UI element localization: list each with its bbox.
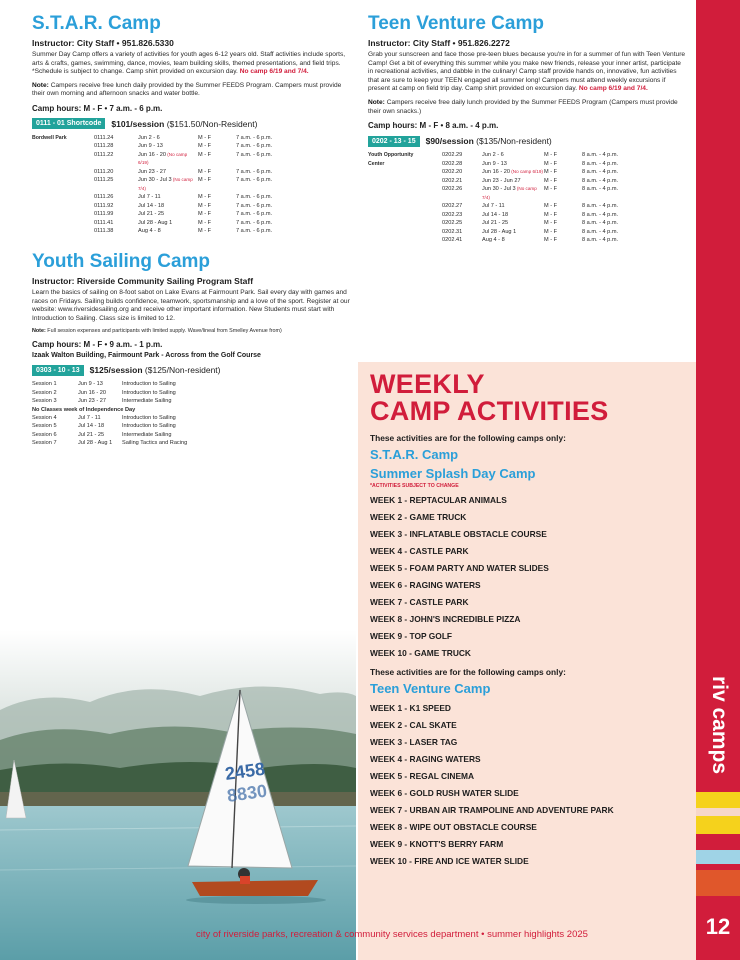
schedule-code: 0111.28 <box>94 143 114 150</box>
sail-session: Session 4 <box>32 414 57 421</box>
schedule-days: M - F <box>544 152 558 159</box>
schedule-location <box>32 176 94 193</box>
schedule-tag: (No camp 7/4) <box>138 177 193 191</box>
schedule-days: M - F <box>198 151 212 158</box>
schedule-code: 0202.28 <box>442 160 463 167</box>
sail-dates: Jun 9 - 13 <box>78 381 103 388</box>
schedule-location: Bordwell Park <box>32 134 67 141</box>
schedule-days: M - F <box>198 143 212 150</box>
schedule-days: M - F <box>544 203 558 210</box>
week-item: WEEK 5 - FOAM PARTY AND WATER SLIDES <box>370 563 549 573</box>
week-item: WEEK 8 - JOHN'S INCREDIBLE PIZZA <box>370 614 521 624</box>
available-note-2: These activities are for the following camps only: <box>370 667 566 677</box>
schedule-days: M - F <box>544 220 558 227</box>
schedule-time: 8 a.m. - 4 p.m. <box>582 228 619 235</box>
schedule-time: 7 a.m. - 6 p.m. <box>236 202 273 209</box>
schedule-time: 7 a.m. - 6 p.m. <box>236 194 273 201</box>
schedule-days: M - F <box>544 237 558 244</box>
sail-course: Introduction to Sailing <box>122 389 176 396</box>
week-item: WEEK 9 - TOP GOLF <box>370 631 453 641</box>
star-camp-section <box>32 12 350 236</box>
sail-dates: Jul 14 - 18 <box>78 423 105 430</box>
stripe-blue <box>696 850 740 864</box>
schedule-code: 0202.27 <box>442 203 463 210</box>
sail-course: Introduction to Sailing <box>122 381 176 388</box>
sail-course: Intermediate Sailing <box>122 431 172 438</box>
schedule-days: M - F <box>198 202 212 209</box>
schedule-time: 7 a.m. - 6 p.m. <box>236 228 273 235</box>
schedule-days: M - F <box>544 169 558 176</box>
footer-text: city of riverside parks, recreation & community services department • summer highlights 2025 <box>196 929 588 940</box>
schedule-location <box>368 202 442 211</box>
star-camp-note: Note: Campers receive free lunch daily provided by the Summer FEEDS Program. Campers must provide their own morning and afternoon snacks and water bottle. <box>32 81 342 98</box>
schedule-code: 0111.26 <box>94 194 114 201</box>
teen-camp-section <box>368 12 686 245</box>
schedule-tag: (No camp 7/4) <box>482 186 537 200</box>
sail-no-class: No Classes week of Independence Day <box>32 406 136 413</box>
star-camp-description: Summer Day Camp offers a variety of activities for youth ages 6-12 years old. Staff activities include sports, arts & crafts, games, swimming, dance, movies, team building skills, themed presentations, and field trips. *Schedule is subject to change. Camp shirt provided on excursion day. No camp 6/19 and 7/4. <box>32 51 346 76</box>
page-number: 12 <box>705 914 731 939</box>
week-item: WEEK 1 - REPTACULAR ANIMALS <box>370 495 507 505</box>
subject-to-change: *ACTIVITIES SUBJECT TO CHANGE <box>370 483 459 489</box>
sail-session: Session 5 <box>32 423 57 430</box>
schedule-dates: Jul 28 - Aug 1 <box>482 228 517 235</box>
teen-camp-note: Note: Campers receive free daily lunch provided by the Summer FEEDS Program (Campers must provide their own snacks.) <box>368 98 678 115</box>
week-item: WEEK 8 - WIPE OUT OBSTACLE COURSE <box>370 822 537 832</box>
schedule-location <box>32 193 94 202</box>
sail-number-2: 8830 <box>225 780 269 806</box>
schedule-dates: Jul 28 - Aug 1 <box>138 219 173 226</box>
stripe-yellow-2 <box>696 816 740 834</box>
schedule-time: 8 a.m. - 4 p.m. <box>582 152 619 159</box>
schedule-dates: Jul 7 - 11 <box>482 203 505 210</box>
schedule-location: Youth Opportunity <box>368 152 414 159</box>
schedule-location <box>368 228 442 237</box>
schedule-location <box>368 219 442 228</box>
sail-course: Introduction to Sailing <box>122 423 176 430</box>
schedule-dates: Jun 9 - 13 <box>482 160 507 167</box>
teen-camp-title: Teen Venture Camp <box>368 13 544 34</box>
sail-session: Session 2 <box>32 389 57 396</box>
schedule-days: M - F <box>198 134 212 141</box>
week-item: WEEK 4 - CASTLE PARK <box>370 546 469 556</box>
schedule-location <box>32 142 94 151</box>
week-item: WEEK 3 - LASER TAG <box>370 737 458 747</box>
week-item: WEEK 4 - RAGING WATERS <box>370 754 481 764</box>
schedule-time: 7 a.m. - 6 p.m. <box>236 134 273 141</box>
schedule-code: 0111.22 <box>94 151 114 158</box>
schedule-dates: Aug 4 - 8 <box>138 228 161 235</box>
week-item: WEEK 5 - REGAL CINEMA <box>370 771 475 781</box>
week-item: WEEK 6 - GOLD RUSH WATER SLIDE <box>370 788 519 798</box>
schedule-code: 0202.25 <box>442 220 463 227</box>
star-camp-title: S.T.A.R. Camp <box>32 13 161 34</box>
weekly-camp-teen: Teen Venture Camp <box>370 681 491 696</box>
schedule-location <box>368 211 442 220</box>
schedule-location <box>32 202 94 211</box>
schedule-dates: Jul 21 - 25 <box>138 211 165 218</box>
week-item: WEEK 10 - GAME TRUCK <box>370 648 471 658</box>
schedule-time: 7 a.m. - 6 p.m. <box>236 177 273 184</box>
schedule-location <box>368 168 442 177</box>
schedule-dates: Jun 16 - 20 (No camp 6/19) <box>482 169 543 176</box>
schedule-time: 8 a.m. - 4 p.m. <box>582 220 619 227</box>
stripe-peach <box>696 808 740 816</box>
schedule-time: 7 a.m. - 6 p.m. <box>236 219 273 226</box>
sailing-location: Izaak Walton Building, Fairmount Park - Across from the Golf Course <box>32 352 261 360</box>
teen-camp-description: Grab your sunscreen and face those pre-teen blues because you're in for a summer of fun with Teen Venture Camp! Get a bit of everything this summer while you make new friends, release your inner artist, participate in recreational activities, and dabble in the culinary! Camp staff provide hands on, innovative, fun activities that are sure to keep your TEEN engaged all summer long! Campers must attend weekly excursions if present at camp on field trip day. Camp shirt provided on excursion day. No camp 6/19 and 7/4. <box>368 51 686 93</box>
weekly-camp-splash: Summer Splash Day Camp <box>370 466 536 481</box>
week-item: WEEK 2 - CAL SKATE <box>370 720 457 730</box>
star-camp-hours: Camp hours: M - F • 7 a.m. - 6 p.m. <box>32 103 163 113</box>
available-note-1: These activities are for the following camps only: <box>370 433 566 443</box>
schedule-tag: (No camp 6/19) <box>138 151 188 166</box>
schedule-code: 0111.99 <box>94 211 114 218</box>
schedule-code: 0202.29 <box>442 152 463 159</box>
sail-session: Session 6 <box>32 431 57 438</box>
schedule-days: M - F <box>544 160 558 167</box>
weekly-camp-star: S.T.A.R. Camp <box>370 447 459 462</box>
schedule-dates: Jul 7 - 11 <box>138 194 161 201</box>
teen-no-camp: No camp 6/19 and 7/4. <box>578 85 648 93</box>
schedule-days: M - F <box>198 177 212 184</box>
schedule-code: 0111.92 <box>94 202 114 209</box>
sail-session: Session 3 <box>32 398 57 405</box>
schedule-location <box>368 236 442 245</box>
sail-dates: Jun 23 - 27 <box>78 398 106 405</box>
schedule-days: M - F <box>544 211 558 218</box>
schedule-time: 8 a.m. - 4 p.m. <box>582 203 619 210</box>
sailboat-photo <box>0 630 356 960</box>
sailing-schedule-table <box>32 380 350 447</box>
star-price: $101/session ($151.50/Non-Resident) <box>111 118 258 129</box>
teen-camp-instructor: Instructor: City Staff • 951.826.2272 <box>368 38 510 48</box>
schedule-time: 7 a.m. - 6 p.m. <box>236 211 273 218</box>
sailing-price-row <box>32 364 350 376</box>
sail-course: Intermediate Sailing <box>122 398 172 405</box>
week-item: WEEK 7 - URBAN AIR TRAMPOLINE AND ADVENTURE PARK <box>370 805 614 815</box>
schedule-dates: Jun 2 - 6 <box>138 134 160 141</box>
week-item: WEEK 6 - RAGING WATERS <box>370 580 481 590</box>
schedule-days: M - F <box>198 228 212 235</box>
week-item: WEEK 7 - CASTLE PARK <box>370 597 469 607</box>
weekly-activities-panel <box>358 362 696 960</box>
schedule-code: 0202.23 <box>442 211 463 218</box>
sailboat-illustration <box>0 630 356 960</box>
schedule-code: 0111.41 <box>94 219 114 226</box>
schedule-dates: Aug 4 - 8 <box>482 237 505 244</box>
star-schedule-table <box>32 134 350 236</box>
schedule-location <box>32 151 94 168</box>
sailing-title: Youth Sailing Camp <box>32 250 211 272</box>
schedule-time: 7 a.m. - 6 p.m. <box>236 151 273 158</box>
week-item: WEEK 2 - GAME TRUCK <box>370 512 467 522</box>
sailing-instructor: Instructor: Riverside Community Sailing Program Staff <box>32 275 254 286</box>
sail-number: 2458 <box>223 758 267 784</box>
sidebar-strip <box>696 0 740 960</box>
star-camp-instructor: Instructor: City Staff • 951.826.5330 <box>32 38 174 48</box>
schedule-days: M - F <box>198 219 212 226</box>
weeks-list-a <box>370 492 696 662</box>
schedule-days: M - F <box>544 186 558 193</box>
teen-course-code: 0202 - 13 - 15 <box>368 136 420 147</box>
right-column <box>368 12 686 245</box>
sail-dates: Jul 28 - Aug 1 <box>78 440 113 447</box>
schedule-code: 0202.26 <box>442 186 463 193</box>
schedule-dates: Jun 23 - Jun 27 <box>482 177 521 184</box>
sail-session: Session 1 <box>32 381 57 388</box>
schedule-code: 0111.20 <box>94 168 114 175</box>
schedule-dates: Jun 9 - 13 <box>138 143 163 150</box>
star-price-row <box>32 118 350 130</box>
weeks-list-b <box>370 700 696 870</box>
sail-dates: Jun 16 - 20 <box>78 389 106 396</box>
schedule-time: 8 a.m. - 4 p.m. <box>582 169 619 176</box>
schedule-dates: Jul 14 - 18 <box>482 211 509 218</box>
sailing-section <box>32 250 350 448</box>
schedule-time: 8 a.m. - 4 p.m. <box>582 237 619 244</box>
week-item: WEEK 3 - INFLATABLE OBSTACLE COURSE <box>370 529 547 539</box>
teen-price-row <box>368 135 686 147</box>
teen-schedule-table <box>368 151 686 245</box>
schedule-location <box>368 185 442 202</box>
week-item: WEEK 10 - FIRE AND ICE WATER SLIDE <box>370 856 529 866</box>
schedule-days: M - F <box>198 211 212 218</box>
schedule-dates: Jul 14 - 18 <box>138 202 165 209</box>
sail-course: Introduction to Sailing <box>122 414 176 421</box>
schedule-tag: (No camp 6/19) <box>510 169 543 175</box>
schedule-time: 8 a.m. - 4 p.m. <box>582 211 619 218</box>
week-item: WEEK 9 - KNOTT'S BERRY FARM <box>370 839 504 849</box>
sailing-course-code: 0303 - 10 - 13 <box>32 365 84 376</box>
schedule-days: M - F <box>198 168 212 175</box>
schedule-dates: Jun 23 - 27 <box>138 168 166 175</box>
schedule-code: 0202.21 <box>442 177 463 184</box>
schedule-dates: Jun 2 - 6 <box>482 152 504 159</box>
schedule-code: 0202.41 <box>442 237 463 244</box>
schedule-time: 8 a.m. - 4 p.m. <box>582 160 619 167</box>
schedule-code: 0111.25 <box>94 177 114 184</box>
schedule-time: 8 a.m. - 4 p.m. <box>582 186 619 193</box>
star-no-camp: No camp 6/19 and 7/4. <box>239 68 309 76</box>
sailing-price: $125/session ($125/Non-resident) <box>89 365 221 376</box>
sail-course: Sailing Tactics and Racing <box>122 440 188 447</box>
weekly-title-line1: WEEKLY <box>370 369 485 399</box>
stripe-orange <box>696 870 740 896</box>
schedule-dates: Jun 16 - 20 (No camp 6/19) <box>138 151 188 166</box>
schedule-days: M - F <box>198 194 212 201</box>
sidebar-label-box <box>702 660 736 790</box>
schedule-dates: Jul 21 - 25 <box>482 220 509 227</box>
schedule-time: 8 a.m. - 4 p.m. <box>582 177 619 184</box>
schedule-code: 0111.38 <box>94 228 114 235</box>
schedule-location <box>32 210 94 219</box>
star-course-code: 0111 - 01 Shortcode <box>32 118 105 129</box>
sail-session: Session 7 <box>32 440 57 447</box>
teen-camp-hours: Camp hours: M - F • 8 a.m. - 4 p.m. <box>368 121 499 131</box>
sail-dates: Jul 7 - 11 <box>78 414 101 421</box>
schedule-location <box>32 219 94 228</box>
weekly-title-line2: CAMP ACTIVITIES <box>370 396 609 426</box>
sidebar-label: riv camps <box>708 675 731 775</box>
schedule-location <box>32 168 94 177</box>
schedule-days: M - F <box>544 228 558 235</box>
schedule-code: 0111.24 <box>94 134 114 141</box>
sailing-description: Learn the basics of sailing on 8-foot sabot on Lake Evans at Fairmount Park. Sail every day with games and races on Fridays. Sailing builds confidence, teamwork, sportsmanship and a love of the sport. Register at our website: www.riversidesailing.org and receive other important information. New Students must start with Introduction to Sailing. Class size is limited to 12. <box>32 288 350 322</box>
sailing-hours: Camp hours: M - F • 9 a.m. - 1 p.m. <box>32 340 163 350</box>
schedule-days: M - F <box>544 177 558 184</box>
schedule-code: 0202.31 <box>442 228 463 235</box>
schedule-dates: Jun 30 - Jul 3 (No camp 7/4) <box>482 186 537 200</box>
schedule-location <box>368 177 442 186</box>
schedule-location: Center <box>368 160 385 167</box>
schedule-time: 7 a.m. - 6 p.m. <box>236 168 273 175</box>
teen-price: $90/session ($135/Non-resident) <box>425 136 552 147</box>
stripe-yellow <box>696 792 740 808</box>
left-column <box>32 12 350 448</box>
week-item: WEEK 1 - K1 SPEED <box>370 703 451 713</box>
sailing-note: Note: Full session expenses and participants with limited supply. Wave/lineal from Smelley Avenue from) <box>32 328 282 335</box>
sail-dates: Jul 21 - 25 <box>78 431 105 438</box>
schedule-location <box>32 227 94 236</box>
schedule-time: 7 a.m. - 6 p.m. <box>236 143 273 150</box>
schedule-code: 0202.20 <box>442 169 463 176</box>
schedule-dates: Jun 30 - Jul 3 (No camp 7/4) <box>138 177 193 191</box>
